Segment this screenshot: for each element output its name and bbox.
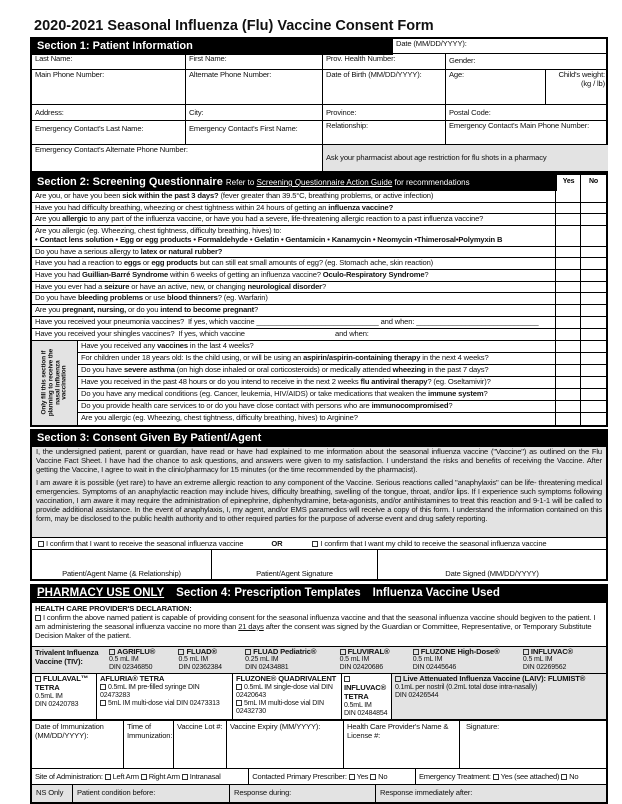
alt-phone-field[interactable]: Alternate Phone Number: — [186, 70, 323, 105]
age-field[interactable]: Age: — [446, 70, 546, 105]
yes-answer-cell[interactable] — [556, 401, 581, 412]
question-segment: Have you had — [35, 270, 83, 280]
no-answer-cell[interactable] — [581, 258, 606, 269]
site-row — [32, 769, 606, 785]
condition-before-field[interactable]: Patient condition before: — [73, 785, 230, 802]
checkbox-icon — [340, 649, 346, 655]
yes-answer-cell[interactable] — [556, 317, 581, 328]
question-segment: For children under 18 years old: Is the child using, or will be using an — [81, 352, 304, 362]
consent-text — [32, 447, 606, 538]
question-segment: allergic — [62, 214, 88, 224]
age-restriction-note: Ask your pharmacist about age restriction for flu shots in a pharmacy — [323, 145, 608, 171]
vaccine-expiry-field[interactable]: Vaccine Expiry (MM/YYYY): — [227, 721, 344, 768]
or-label: OR — [271, 538, 283, 548]
question-segment: bleeding problems — [77, 293, 143, 303]
prescriber-yes-checkbox[interactable]: Yes — [349, 772, 369, 781]
consent-paragraph-1: I, the undersigned patient, parent or guardian, have read or have had explained to me information about the seasonal influenza vaccine ("Vaccine") as outlined on the Flu Vaccine Fact Sheet. I have had the chance to ask questions, and answers were given to my satisfaction. I understand the risks and benefits of receiving the Vaccine. After getting the Vaccine, I agree to wait in the clinic/pharmacy for 15 minutes (or the time recommended by the pharmacist). — [36, 446, 602, 474]
postal-code-field[interactable]: Postal Code: — [446, 105, 608, 121]
no-answer-cell[interactable] — [581, 282, 606, 293]
question-text — [78, 341, 556, 352]
question-text — [78, 353, 556, 364]
question-segment: wheezing — [392, 364, 426, 374]
question-segment: neurological disorder — [247, 281, 322, 291]
ec-alt-phone-field[interactable]: Emergency Contact's Alternate Phone Number: — [32, 145, 323, 171]
afluria-option: AFLURIA® TETRA 0.5mL IM pre-filled syringe DIN 02473283 5mL IM multi-dose vial DIN 02473313 — [97, 674, 233, 718]
provider-name-field[interactable]: Health Care Provider's Name & License #: — [344, 721, 460, 768]
question-segment: but can still eat small amounts of egg? (eg. Stomach ache, skin reaction) — [197, 258, 434, 268]
time-of-immunization-field[interactable]: Time of Immunization: — [124, 721, 174, 768]
section-1-patient-info — [30, 37, 608, 173]
question-segment: Do you have — [35, 293, 78, 303]
question-segment: (fever greater than 39.5°C, breathing problems, or active infection) — [218, 191, 434, 200]
no-answer-cell[interactable] — [581, 317, 606, 328]
section-2-header: Section 2: Screening Questionnaire Refer to Screening Questionnaire Action Guide for recommendations — [32, 175, 556, 191]
patient-name-field[interactable]: Patient/Agent Name (& Relationship) — [32, 550, 212, 579]
consent-confirm-row — [32, 538, 606, 550]
question-text — [32, 317, 556, 328]
question-segment: vaccines — [157, 340, 188, 350]
vaccine-lot-field[interactable]: Vaccine Lot #: — [174, 721, 227, 768]
question-segment: influenza vaccine? — [328, 202, 394, 212]
afluria-vial-checkbox[interactable]: 5mL IM multi-dose vial DIN 02473313 — [100, 700, 229, 708]
checkbox-icon — [413, 649, 419, 655]
question-segment: in the past 7 days? — [425, 364, 489, 374]
yes-answer-cell[interactable] — [556, 191, 581, 202]
fluzone-quad-option: FLUZONE® QUADRIVALENT 0.5mL IM single-dose vial DIN 02420643 5mL IM multi-dose vial DIN 02432730 — [233, 674, 342, 718]
ns-row — [32, 785, 606, 802]
yes-answer-cell[interactable] — [556, 353, 581, 364]
question-segment: ? — [424, 270, 429, 280]
question-segment: or use — [142, 293, 168, 303]
no-answer-cell[interactable] — [581, 365, 606, 376]
administration-row — [32, 721, 606, 769]
ns-only-label: NS Only — [32, 785, 73, 802]
question-row — [32, 226, 606, 246]
yes-column-header: Yes — [556, 175, 581, 191]
question-segment: intend to become pregnant — [160, 305, 255, 315]
question-row — [32, 270, 606, 282]
no-answer-cell[interactable] — [581, 293, 606, 304]
question-segment: or — [140, 258, 152, 268]
question-row — [78, 353, 606, 365]
question-text — [78, 401, 556, 412]
yes-answer-cell[interactable] — [556, 365, 581, 376]
nasal-subsection — [32, 340, 606, 425]
question-segment: ? — [483, 388, 488, 398]
question-row — [32, 282, 606, 294]
no-answer-cell[interactable] — [581, 377, 606, 388]
checkbox-icon — [236, 700, 242, 706]
section-1-header: Section 1: Patient Information — [32, 39, 393, 55]
question-segment: Have you received in the past 48 hours or do you intend to receive in the next 2 weeks — [81, 376, 361, 386]
question-segment: ? — [321, 281, 327, 291]
question-text — [78, 389, 556, 400]
signature-row — [32, 550, 606, 579]
checkbox-icon — [312, 541, 318, 547]
declaration-checkbox[interactable] — [35, 615, 41, 621]
question-row — [32, 317, 606, 329]
question-segment: seizure — [104, 281, 130, 291]
question-text — [32, 214, 556, 225]
intranasal-checkbox[interactable]: Intranasal — [182, 772, 221, 781]
tiv-option[interactable]: FLUZONE High-Dose® 0.5 mL IM DIN 02445646 — [412, 646, 500, 672]
date-of-immunization-field[interactable]: Date of Immunization (MM/DD/YYYY): — [32, 721, 124, 768]
question-text — [78, 413, 556, 425]
question-text — [32, 282, 556, 293]
question-text — [32, 329, 556, 340]
provider-declaration: HEALTH CARE PROVIDER'S DECLARATION: I confirm the above named patient is capable of providing consent for the seasonal influenza vaccine and that the seasonal influenza vaccine should begiven to the patient. I am administering the seasonal influenza vaccine no more than 21 days after the consent was signed by the Guardian or Committee, Representative, or Temporary Substitute Decision Maker of the patient. — [32, 603, 606, 647]
checkbox-icon — [245, 649, 251, 655]
tiv-option[interactable]: FLUAD® 0.5 mL IM DIN 02362384 — [178, 646, 222, 672]
emergency-treatment: Emergency Treatment: Yes (see attached) No — [418, 771, 579, 781]
influvac-tetra-option[interactable]: INFLUVAC® TETRA 0.5mL IM DIN 02484854 — [342, 674, 392, 718]
question-segment: in the last 4 weeks? — [187, 340, 254, 350]
question-segment: Have you ever had a — [35, 281, 105, 291]
checkbox-icon — [493, 774, 499, 780]
yes-answer-cell[interactable] — [556, 377, 581, 388]
question-text — [32, 226, 556, 245]
right-arm-checkbox[interactable]: Right Arm — [141, 772, 180, 781]
tiv-option[interactable]: AGRIFLU® 0.5 mL IM DIN 02346850 — [109, 646, 156, 672]
question-row — [32, 258, 606, 270]
question-segment: ? — [254, 305, 259, 315]
date-field[interactable]: Date (MM/DD/YYYY): — [393, 39, 608, 54]
checkbox-icon — [182, 774, 188, 780]
afluria-syringe-checkbox[interactable]: 0.5mL IM pre-filled syringe DIN 02473283 — [100, 684, 200, 700]
question-segment: to any part of the influenza vaccine, or have you had a severe, life-threatening allergic reaction to a past influenza vaccine? — [87, 214, 484, 224]
checkbox-icon — [38, 541, 44, 547]
quadrivalent-row — [32, 674, 606, 720]
action-guide-link[interactable]: Screening Questionnaire Action Guide — [256, 178, 393, 187]
yes-answer-cell[interactable] — [556, 329, 581, 340]
ec-main-phone-field[interactable]: Emergency Contact's Main Phone Number: — [446, 121, 608, 145]
dob-field[interactable]: Date of Birth (MM/DD/YYYY): — [323, 70, 446, 105]
question-segment: • Contact lens solution • Egg or egg products • Formaldehyde • Gelatin • Gentamicin • Kanamycin • Neomycin •Thimerosal•Polymyxin B — [35, 234, 503, 244]
no-answer-cell[interactable] — [581, 341, 606, 352]
emergency-no-checkbox[interactable]: No — [561, 772, 578, 781]
question-segment: Do you have — [81, 364, 124, 374]
question-segment: Oculo-Respiratory Syndrome — [322, 270, 425, 280]
province-field[interactable]: Province: — [323, 105, 446, 121]
health-number-field[interactable]: Prov. Health Number: — [323, 54, 446, 70]
question-segment: ? (eg. Warfarin) — [217, 293, 268, 303]
question-segment: flu antiviral therapy — [360, 376, 428, 386]
checkbox-icon — [100, 684, 106, 690]
checkbox-icon — [370, 774, 376, 780]
question-text — [32, 270, 556, 281]
flulaval-option[interactable]: FLULAVAL™ TETRA 0.5mL IM DIN 02420783 — [32, 674, 97, 718]
fluzone-multi-checkbox[interactable]: 5mL IM multi-dose vial DIN 02432730 — [236, 700, 324, 716]
yes-answer-cell[interactable] — [556, 226, 581, 245]
tiv-options — [109, 648, 603, 673]
provider-signature-field[interactable]: Signature: — [466, 721, 500, 731]
checkbox-icon — [178, 649, 184, 655]
checkbox-icon — [349, 774, 355, 780]
question-row — [32, 203, 606, 215]
question-segment: Are you — [35, 305, 63, 315]
yes-answer-cell[interactable] — [556, 258, 581, 269]
question-row — [32, 191, 606, 203]
no-answer-cell[interactable] — [581, 226, 606, 245]
question-segment: ? — [448, 400, 453, 410]
yes-answer-cell[interactable] — [556, 203, 581, 214]
no-column-header: No — [581, 175, 606, 191]
nasal-question-list — [78, 341, 606, 425]
question-segment: pregnant, nursing, — [62, 305, 127, 315]
question-segment: immune system — [427, 388, 484, 398]
tiv-option[interactable]: FLUAD Pediatric® 0.25 mL IM DIN 02434881 — [245, 646, 317, 672]
question-segment: eggs — [123, 258, 141, 268]
question-row — [78, 413, 606, 425]
question-segment: Have you received any — [81, 340, 158, 350]
checkbox-icon — [395, 676, 401, 682]
question-row — [32, 214, 606, 226]
section-2-screening — [30, 173, 608, 427]
no-answer-cell[interactable] — [581, 353, 606, 364]
relationship-field[interactable]: Relationship: — [323, 121, 446, 145]
left-arm-checkbox[interactable]: Left Arm — [105, 772, 139, 781]
response-during-field[interactable]: Response during: — [230, 785, 376, 802]
form-body — [30, 173, 608, 804]
no-answer-cell[interactable] — [581, 389, 606, 400]
no-answer-cell[interactable] — [581, 247, 606, 258]
first-name-field[interactable]: First Name: — [186, 54, 323, 70]
question-segment: Have you received your shingles vaccines? If yes, which vaccine and when: — [35, 328, 369, 338]
fluzone-single-checkbox[interactable]: 0.5mL IM single-dose vial DIN 02420643 — [236, 684, 333, 700]
question-segment: or do you — [126, 305, 161, 315]
question-segment: (on high dose inhaled or oral corticosteroids) or medically attended — [174, 364, 393, 374]
question-segment: immunocompromised — [371, 400, 449, 410]
section-4-pharmacy — [30, 584, 608, 804]
question-segment: or have an active, new, or changing — [129, 281, 248, 291]
question-row — [78, 401, 606, 413]
question-row — [32, 247, 606, 259]
no-answer-cell[interactable] — [581, 401, 606, 412]
question-segment: ? (eg. Oseltamivir)? — [427, 376, 491, 386]
checkbox-icon — [109, 649, 115, 655]
city-field[interactable]: City: — [186, 105, 323, 121]
question-segment: Do you have any medical conditions (eg. Cancer, leukemia, HIV/AIDS) or take medications that weaken the — [81, 388, 428, 398]
ec-last-name-field[interactable]: Emergency Contact's Last Name: — [32, 121, 186, 145]
question-segment: severe asthma — [123, 364, 175, 374]
no-answer-cell[interactable] — [581, 191, 606, 202]
confirm-child-checkbox[interactable]: I confirm that I want my child to receive the seasonal influenza vaccine — [312, 539, 546, 548]
no-answer-cell[interactable] — [581, 270, 606, 281]
question-row — [78, 341, 606, 353]
tiv-row — [32, 647, 606, 675]
laiv-option[interactable]: Live Attenuated Influenza Vaccine (LAIV): FLUMIST® 0.1mL per nostril (0.2mL total dose intra-nasally) DIN 02426544 — [392, 674, 606, 718]
section-3-header: Section 3: Consent Given By Patient/Agent — [32, 431, 606, 447]
question-segment: in the next 4 weeks? — [420, 352, 489, 362]
question-text — [32, 293, 556, 304]
question-text — [32, 305, 556, 316]
prescriber-no-checkbox[interactable]: No — [370, 772, 387, 781]
question-text — [32, 247, 556, 258]
question-segment: Have you received your pneumonia vaccines? If yes, which vaccine ______________________________ and when: ______________________________ — [35, 316, 539, 326]
emergency-yes-checkbox[interactable]: Yes (see attached) — [493, 772, 560, 781]
patient-signature-field[interactable]: Patient/Agent Signature — [212, 550, 378, 579]
child-weight-field[interactable]: Child's weight: (kg / lb) — [546, 70, 608, 105]
question-row — [32, 329, 606, 340]
question-segment: Are you allergic (eg. Wheezing, chest tightness, difficulty breathing, hives) to Arginine? — [81, 412, 358, 422]
question-text — [32, 203, 556, 214]
yes-answer-cell[interactable] — [556, 270, 581, 281]
no-answer-cell[interactable] — [581, 214, 606, 225]
site-of-administration: Site of Administration: Left Arm Right Arm Intranasal — [32, 769, 249, 784]
question-text — [78, 365, 556, 376]
checkbox-icon — [35, 676, 41, 682]
question-text — [78, 377, 556, 388]
section-2-header-row — [32, 175, 606, 191]
question-row — [32, 305, 606, 317]
no-answer-cell[interactable] — [581, 203, 606, 214]
question-segment: aspirin/aspirin-containing therapy — [303, 352, 421, 362]
form-title: 2020-2021 Seasonal Influenza (Flu) Vaccine Consent Form — [34, 18, 434, 34]
question-segment: Do you provide health care services to or do you have close contact with persons who are — [81, 400, 372, 410]
nasal-section-label: Only fill this section if planning to receive the nasal influenza vaccination — [32, 341, 78, 425]
gender-field[interactable]: Gender: — [446, 54, 608, 70]
tiv-option[interactable]: INFLUVAC® 0.5 mL IM DIN 02269562 — [522, 646, 573, 672]
yes-answer-cell[interactable] — [556, 293, 581, 304]
confirm-self-checkbox[interactable]: I confirm that I want to receive the seasonal influenza vaccine — [38, 539, 243, 548]
question-segment: Are you — [35, 214, 63, 224]
main-phone-field[interactable]: Main Phone Number: — [32, 70, 186, 105]
yes-answer-cell[interactable] — [556, 341, 581, 352]
checkbox-icon — [105, 774, 111, 780]
question-row — [78, 389, 606, 401]
question-text — [32, 191, 556, 202]
checkbox-icon — [236, 684, 242, 690]
section-4-header: PHARMACY USE ONLY Section 4: Prescription Templates Influenza Vaccine Used — [32, 586, 606, 603]
contacted-prescriber: Contacted Primary Prescriber: Yes No — [249, 769, 416, 784]
no-answer-cell[interactable] — [581, 413, 606, 425]
yes-answer-cell[interactable] — [556, 389, 581, 400]
checkbox-icon — [344, 676, 350, 682]
no-answer-cell[interactable] — [581, 329, 606, 340]
question-row — [78, 365, 606, 377]
last-name-field[interactable]: Last Name: — [32, 54, 186, 70]
tiv-label: Trivalent Influenza Vaccine (TIV): — [35, 647, 99, 666]
question-row — [32, 293, 606, 305]
checkbox-icon — [141, 774, 147, 780]
checkbox-icon — [100, 700, 106, 706]
question-row — [78, 377, 606, 389]
section-3-consent — [30, 429, 608, 581]
question-segment: Guillian-Barré Syndrome — [82, 270, 169, 280]
question-list — [32, 191, 606, 340]
question-segment: egg products — [151, 258, 198, 268]
question-segment: sick within the past 3 days? — [122, 191, 219, 200]
response-after-field[interactable]: Response immediately after: — [380, 787, 473, 797]
question-segment: within 6 weeks of getting an influenza vaccine? — [168, 270, 323, 280]
ec-first-name-field[interactable]: Emergency Contact's First Name: — [186, 121, 323, 145]
question-segment: blood thinners — [167, 293, 218, 303]
yes-answer-cell[interactable] — [556, 247, 581, 258]
yes-answer-cell[interactable] — [556, 413, 581, 425]
question-segment: latex or natural rubber? — [140, 246, 223, 256]
checkbox-icon — [523, 649, 529, 655]
yes-answer-cell[interactable] — [556, 282, 581, 293]
question-segment: Have you had difficulty breathing, wheezing or chest tightness within 24 hours of getting an — [35, 202, 329, 212]
address-field[interactable]: Address: — [32, 105, 186, 121]
date-signed-field[interactable]: Date Signed (MM/DD/YYYY) — [445, 568, 539, 578]
checkbox-icon — [561, 774, 567, 780]
question-segment: Do you have a serious allergy to — [35, 246, 141, 256]
question-segment: Are you allergic (eg. Wheezing, chest tightness, difficulty breathing, hives) to: — [35, 226, 282, 236]
question-segment: Are you, or have you been — [35, 191, 123, 200]
tiv-option[interactable]: FLUVIRAL® 0.5 mL IM DIN 02420686 — [339, 646, 390, 672]
yes-answer-cell[interactable] — [556, 305, 581, 316]
question-segment: Have you had a reaction to — [35, 258, 124, 268]
yes-answer-cell[interactable] — [556, 214, 581, 225]
consent-paragraph-2: I am aware it is possible (yet rare) to have an extreme allergic reaction to any component of the Vaccine. Serious reactions called "anaphylaxis" can be life- threatening medical emergencies. Symptoms of an anaphylactic reaction may include hives, difficulty breathing, swelling of the tongue, throat, and/or lips. If I experience such symptoms following vaccination, I am aware it may require the administration of epinephrine, diphenhydramine, beta-agonists, and/or antihistamines to treat this reaction and 9-1-1 will be called to provide additional assistance. In the event of anaphylaxis, I, my agent, and/or EMS paramedics will receive a copy of this form. I understand the information contained on this form, may be disclosed to the public health authority and to other required parties for the purpose of adverse event and drug safety reporting. — [36, 478, 602, 524]
no-answer-cell[interactable] — [581, 305, 606, 316]
question-text — [32, 258, 556, 269]
